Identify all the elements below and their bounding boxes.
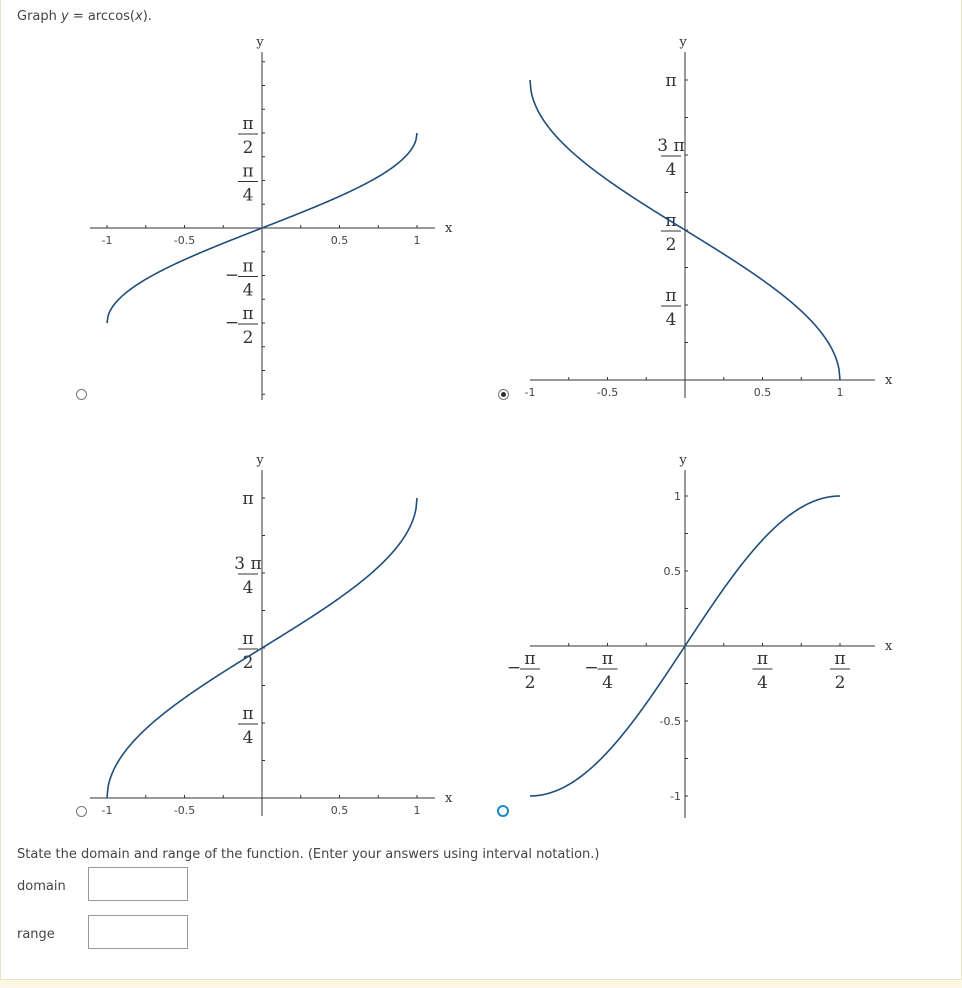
y-tick-label-den: 2: [665, 235, 677, 255]
y-axis-label: y: [679, 453, 687, 468]
range-input[interactable]: [88, 915, 188, 949]
y-tick-label: 1: [674, 490, 681, 503]
prompt-text-2: = arccos(: [68, 9, 135, 24]
prompt-var-x: x: [135, 9, 143, 24]
y-tick-label: [225, 304, 258, 348]
x-tick-label: 1: [836, 386, 844, 399]
x-tick-label: [584, 649, 617, 693]
y-tick-label-den: 2: [242, 138, 254, 158]
y-tick-label: [661, 286, 681, 330]
radio-option-c[interactable]: [76, 806, 87, 817]
x-tick-label-den: 2: [524, 673, 536, 693]
x-tick-label: 1: [413, 804, 421, 817]
y-tick-label: -0.5: [659, 715, 681, 728]
x-tick-label-sign: −: [506, 658, 522, 678]
graph-a-svg: [60, 30, 460, 410]
x-tick-label-num: π: [834, 649, 846, 669]
x-tick-label: 1: [413, 234, 421, 247]
y-tick-label: [657, 136, 684, 180]
y-tick-label-num: π: [242, 304, 254, 324]
graph-option-c: [60, 448, 460, 828]
x-tick-label: 0.5: [753, 386, 772, 399]
radio-option-b[interactable]: [498, 389, 509, 400]
y-tick-label-num: π: [242, 161, 254, 182]
x-tick-label-den: 2: [834, 673, 846, 693]
y-tick-label: -1: [670, 790, 681, 803]
y-tick-label-den: 4: [665, 310, 677, 330]
y-tick-label-den: 4: [665, 160, 677, 180]
x-tick-label: -0.5: [173, 804, 196, 817]
y-tick-label: 0.5: [663, 565, 681, 578]
y-tick-label-num: π: [665, 286, 677, 306]
x-tick-label-sign: −: [584, 658, 599, 678]
x-tick-label-num: π: [601, 649, 614, 669]
y-tick-label-den: 4: [242, 185, 254, 206]
y-tick-label-num: 3 π: [234, 554, 262, 574]
y-tick-label-den: 4: [242, 728, 254, 748]
range-label: range: [17, 927, 55, 942]
x-tick-label: -1: [524, 386, 536, 399]
x-axis-label: x: [885, 639, 893, 654]
y-tick-label-num: π: [242, 489, 254, 509]
y-tick-label: [234, 554, 261, 598]
x-tick-label-den: 4: [602, 673, 613, 693]
y-tick-label-num: π: [242, 114, 254, 134]
instructions-text: State the domain and range of the function. (Enter your answers using interval notation.): [17, 847, 600, 862]
y-tick-label-num: π: [665, 71, 677, 91]
y-tick-label-sign: −: [224, 265, 240, 286]
y-tick-label-num: π: [242, 704, 254, 724]
graph-b-svg: [500, 30, 900, 410]
radio-option-a[interactable]: [76, 389, 87, 400]
y-tick-label: [238, 704, 258, 748]
x-tick-label-den: 4: [757, 673, 768, 693]
y-tick-label: [225, 257, 258, 301]
graph-option-a: [60, 30, 460, 410]
prompt-text-3: ).: [142, 9, 152, 24]
y-tick-label-num: 3 π: [657, 136, 685, 156]
y-axis-label: y: [679, 35, 687, 50]
y-tick-label-sign: −: [224, 313, 240, 333]
x-tick-label: -0.5: [173, 234, 196, 247]
x-tick-label: -1: [101, 804, 113, 817]
prompt-var-y: y: [61, 9, 69, 24]
x-tick-label: [830, 649, 850, 693]
y-tick-label: [238, 629, 258, 673]
domain-label: domain: [17, 879, 66, 894]
y-tick-label-den: 2: [242, 328, 254, 348]
y-tick-label-den: 4: [242, 578, 254, 598]
graph-c-svg: [60, 448, 460, 828]
graph-d-svg: [500, 448, 900, 828]
y-tick-label-den: 4: [242, 280, 254, 301]
x-tick-label: -0.5: [596, 386, 619, 399]
x-axis-label: x: [445, 791, 453, 806]
x-tick-label: 0.5: [330, 804, 349, 817]
prompt-text: Graph: [17, 9, 62, 24]
x-tick-label: [507, 649, 540, 693]
x-tick-label: 0.5: [330, 234, 349, 247]
x-tick-label-num: π: [524, 649, 536, 669]
x-tick-label-num: π: [756, 649, 769, 669]
y-tick-label: [242, 489, 253, 509]
x-axis-label: x: [445, 221, 453, 236]
graph-option-d: [500, 448, 900, 828]
y-tick-label-num: π: [242, 629, 254, 649]
domain-input[interactable]: [88, 867, 188, 901]
question-prompt: [17, 9, 152, 24]
y-axis-label: y: [256, 35, 264, 50]
x-tick-label: [753, 649, 773, 693]
radio-option-d[interactable]: [497, 805, 509, 817]
y-axis-label: y: [256, 453, 264, 468]
y-tick-label: [238, 162, 258, 206]
y-tick-label: [238, 114, 258, 158]
y-tick-label-num: π: [242, 256, 254, 277]
y-tick-label-num: π: [665, 211, 677, 231]
y-tick-label: [665, 71, 676, 91]
x-tick-label: -1: [101, 234, 113, 247]
x-axis-label: x: [885, 373, 893, 388]
graph-option-b: [500, 30, 900, 410]
y-tick-label-den: 2: [242, 653, 254, 673]
